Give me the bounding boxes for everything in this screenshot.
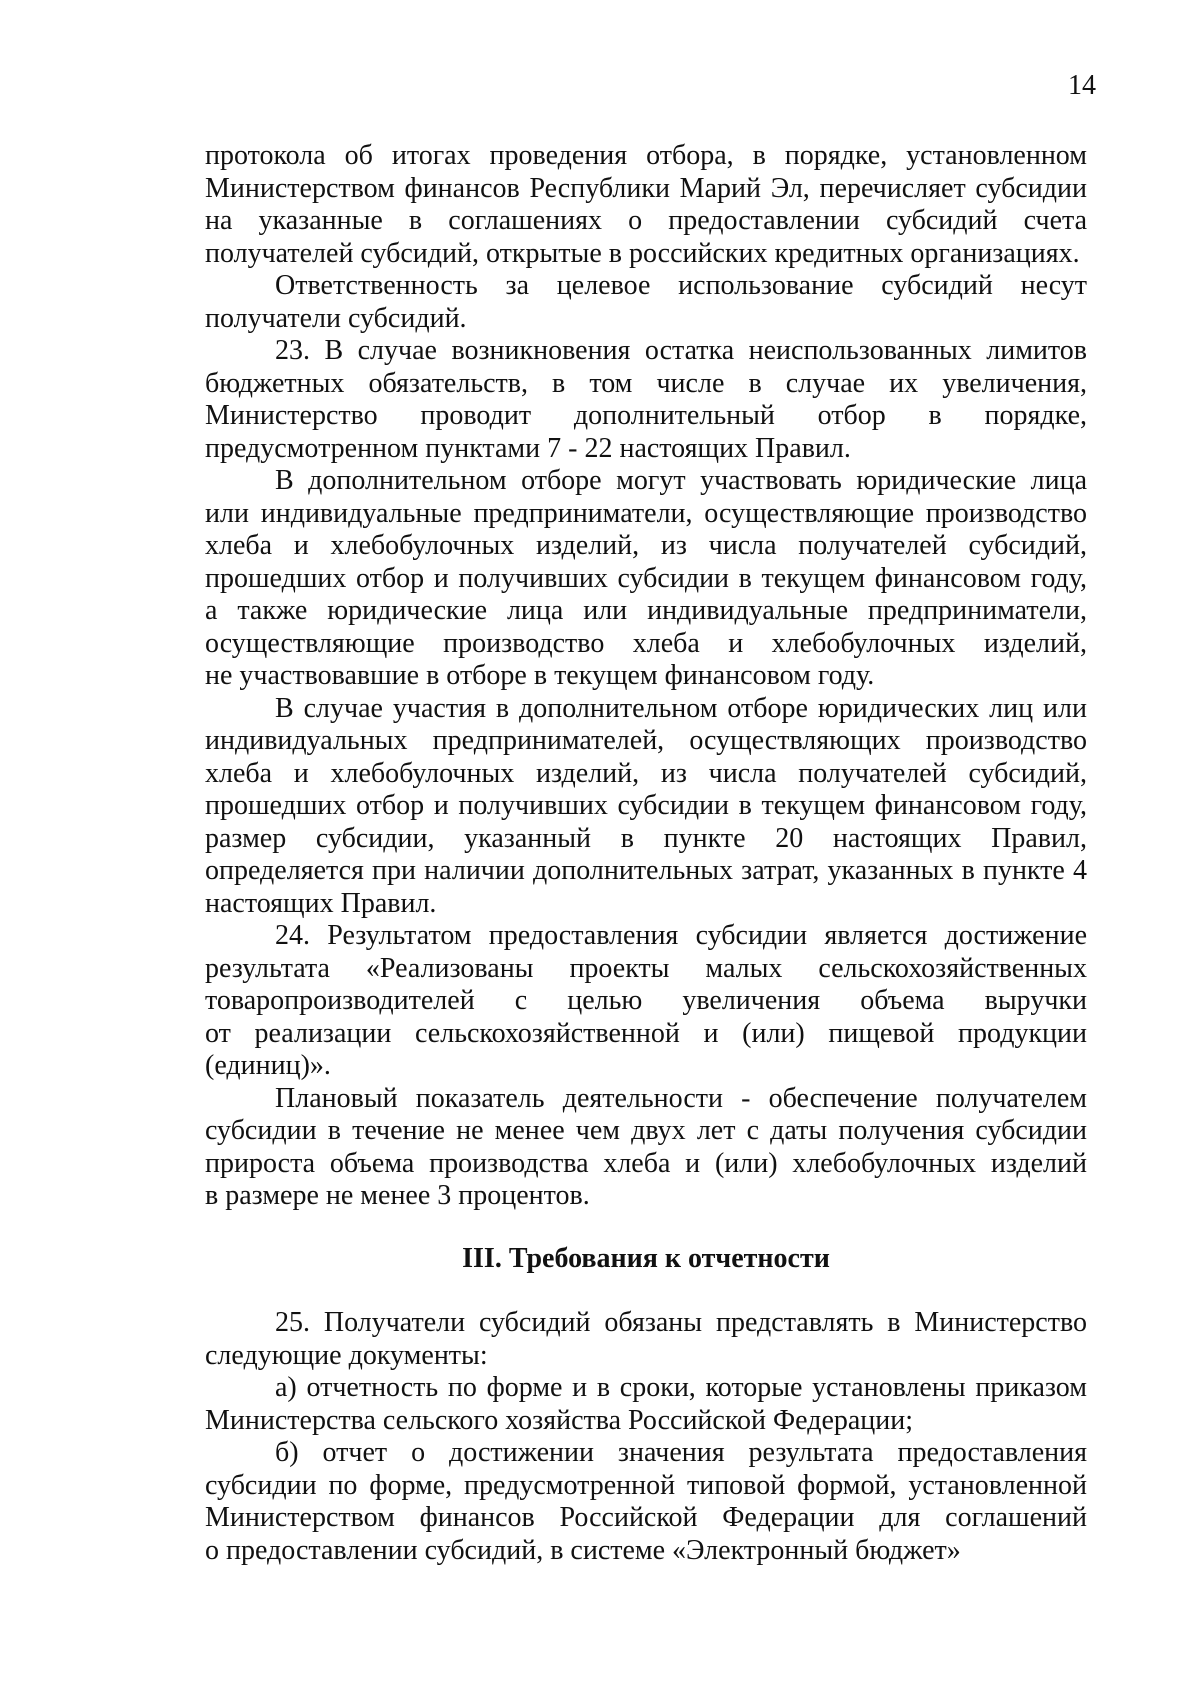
text-line: 25. Получатели субсидий обязаны представлять в Министерство — [275, 1307, 1087, 1338]
text-line: хлеба и хлебобулочных изделий, из числа получателей субсидий, — [205, 757, 1087, 789]
paragraph — [205, 465, 1087, 693]
text-line: товаропроизводителей с целью увеличения объема выручки — [205, 985, 1087, 1016]
text-line: субсидии в течение не менее чем двух лет с даты получения субсидии — [205, 1115, 1087, 1146]
paragraph — [205, 693, 1087, 921]
text-line: не участвовавшие в отборе в текущем финансовом году. — [205, 660, 875, 691]
text-line: прошедших отбор и получивших субсидии в текущем финансовом году, — [205, 562, 1087, 594]
paragraph — [205, 1372, 1087, 1437]
text-line: хлеба и хлебобулочных изделий, из числа получателей субсидий, — [205, 530, 1087, 561]
text-line: предусмотренном пунктами 7 - 22 настоящих Правил. — [205, 432, 851, 464]
text-line: на указанные в соглашениях о предоставлении субсидий счета — [205, 205, 1087, 236]
text-line: Министерства сельского хозяйства Российской Федерации; — [205, 1404, 914, 1436]
paragraph — [205, 140, 1087, 270]
text-line: Министерством финансов Республики Марий Эл, перечисляет субсидии — [205, 172, 1087, 204]
text-line: настоящих Правил. — [205, 887, 437, 919]
text-line: бюджетных обязательств, в том числе в случае их увеличения, — [205, 367, 1087, 399]
text-line: о предоставлении субсидий, в системе «Электронный бюджет» — [205, 1534, 961, 1566]
text-line: В случае участия в дополнительном отборе юридических лиц или — [275, 692, 1087, 724]
text-line: Министерством финансов Российской Федерации для соглашений — [205, 1502, 1087, 1533]
text-line: определяется при наличии дополнительных затрат, указанных в пункте 4 — [205, 855, 1087, 886]
paragraph — [205, 1083, 1087, 1213]
text-line: протокола об итогах проведения отбора, в порядке, установленном — [205, 140, 1087, 171]
text-line: следующие документы: — [205, 1339, 488, 1371]
text-line: результата «Реализованы проекты малых сельскохозяйственных — [205, 952, 1087, 984]
text-line: осуществляющие производство хлеба и хлебобулочных изделий, — [205, 627, 1087, 659]
text-line: от реализации сельскохозяйственной и (или) пищевой продукции — [205, 1017, 1087, 1049]
text-line: прошедших отбор и получивших субсидии в текущем финансовом году, — [205, 790, 1087, 821]
paragraph — [205, 1307, 1087, 1372]
text-line: получатели субсидий. — [205, 302, 467, 334]
text-line: (единиц)». — [205, 1050, 331, 1081]
text-line: Плановый показатель деятельности - обеспечение получателем — [275, 1082, 1087, 1114]
text-line: 24. Результатом предоставления субсидии является достижение — [275, 920, 1087, 951]
text-line: размер субсидии, указанный в пункте 20 настоящих Правил, — [205, 822, 1087, 854]
text-line: получателей субсидий, открытые в российских кредитных организациях. — [205, 237, 1080, 269]
paragraph — [205, 920, 1087, 1083]
text-line: В дополнительном отборе могут участвовать юридические лица — [275, 465, 1087, 496]
paragraph — [205, 270, 1087, 335]
section-heading: III. Требования к отчетности — [462, 1242, 830, 1274]
document-body — [205, 140, 1087, 1567]
text-line: б) отчет о достижении значения результата предоставления — [275, 1437, 1087, 1468]
text-line: индивидуальных предпринимателей, осуществляющих производство — [205, 725, 1087, 756]
paragraph — [205, 335, 1087, 465]
text-line: а) отчетность по форме и в сроки, которые установлены приказом — [275, 1372, 1087, 1403]
page-number: 14 — [1068, 70, 1096, 101]
text-line: а также юридические лица или индивидуальные предприниматели, — [205, 595, 1087, 626]
text-line: прироста объема производства хлеба и (или) хлебобулочных изделий — [205, 1147, 1087, 1179]
text-line: или индивидуальные предприниматели, осуществляющие производство — [205, 497, 1087, 529]
text-line: Министерство проводит дополнительный отбор в порядке, — [205, 400, 1087, 431]
text-line: в размере не менее 3 процентов. — [205, 1180, 590, 1211]
text-line: Ответственность за целевое использование субсидий несут — [275, 270, 1087, 301]
text-line: 23. В случае возникновения остатка неиспользованных лимитов — [275, 335, 1087, 366]
text-line: субсидии по форме, предусмотренной типовой формой, установленной — [205, 1469, 1087, 1501]
paragraph — [205, 1437, 1087, 1567]
